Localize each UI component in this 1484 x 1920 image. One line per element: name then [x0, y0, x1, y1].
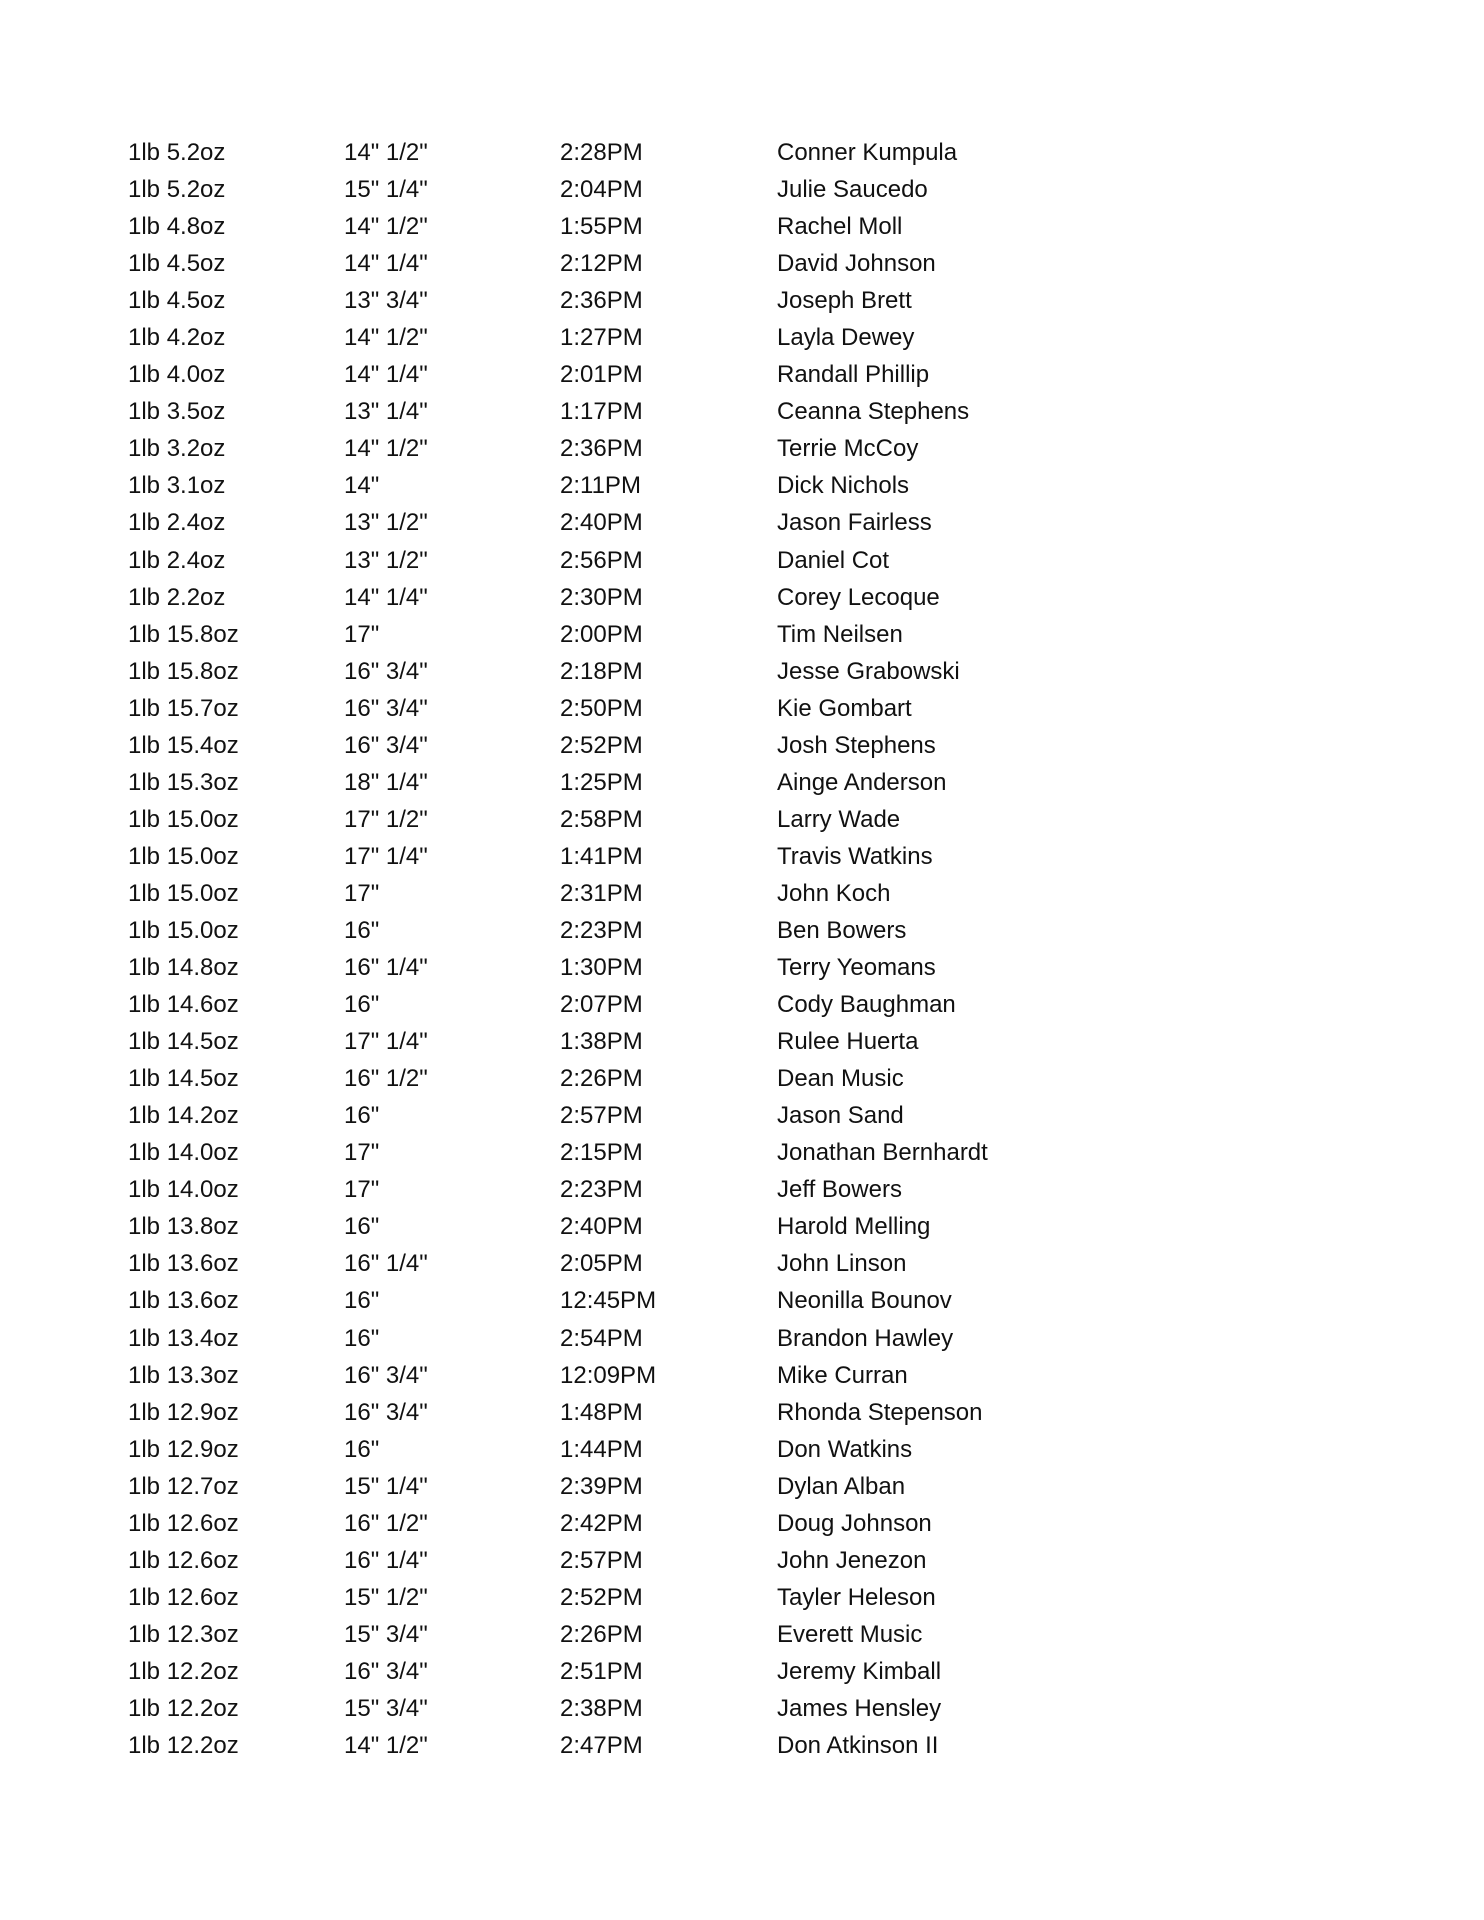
time-cell: 2:05PM	[560, 1250, 643, 1278]
table-row	[128, 1023, 1028, 1060]
time-cell: 1:30PM	[560, 954, 643, 982]
weight-cell: 1lb 12.9oz	[128, 1398, 239, 1426]
time-cell: 1:55PM	[560, 213, 643, 241]
table-row	[128, 1431, 1028, 1468]
weight-cell: 1lb 12.2oz	[128, 1694, 239, 1722]
length-cell: 16" 3/4"	[344, 1398, 428, 1426]
weight-cell: 1lb 12.3oz	[128, 1620, 239, 1648]
name-cell: Tayler Heleson	[777, 1583, 936, 1611]
name-cell: Brandon Hawley	[777, 1324, 954, 1352]
length-cell: 17"	[344, 1139, 380, 1167]
name-cell: Everett Music	[777, 1620, 923, 1648]
length-cell: 17" 1/2"	[344, 805, 428, 833]
time-cell: 2:01PM	[560, 361, 643, 389]
name-cell: Dylan Alban	[777, 1472, 906, 1500]
length-cell: 17" 1/4"	[344, 842, 428, 870]
weight-cell: 1lb 15.4oz	[128, 731, 239, 759]
weight-cell: 1lb 12.9oz	[128, 1435, 239, 1463]
time-cell: 2:38PM	[560, 1694, 643, 1722]
name-cell: David Johnson	[777, 250, 936, 278]
table-row	[128, 1727, 1028, 1764]
weight-cell: 1lb 15.0oz	[128, 842, 239, 870]
length-cell: 15" 1/4"	[344, 176, 428, 204]
time-cell: 2:36PM	[560, 435, 643, 463]
table-row	[128, 542, 1028, 579]
length-cell: 18" 1/4"	[344, 768, 428, 796]
weight-cell: 1lb 4.0oz	[128, 361, 226, 389]
name-cell: Don Watkins	[777, 1435, 913, 1463]
time-cell: 2:40PM	[560, 509, 643, 537]
name-cell: Don Atkinson II	[777, 1732, 939, 1760]
table-row	[128, 1282, 1028, 1319]
name-cell: Rulee Huerta	[777, 1028, 919, 1056]
time-cell: 2:39PM	[560, 1472, 643, 1500]
weight-cell: 1lb 12.6oz	[128, 1509, 239, 1537]
time-cell: 2:23PM	[560, 916, 643, 944]
length-cell: 13" 1/4"	[344, 398, 428, 426]
length-cell: 16" 3/4"	[344, 657, 428, 685]
table-row	[128, 245, 1028, 282]
time-cell: 2:26PM	[560, 1065, 643, 1093]
weight-cell: 1lb 15.8oz	[128, 620, 239, 648]
weight-cell: 1lb 14.2oz	[128, 1102, 239, 1130]
time-cell: 12:45PM	[560, 1287, 657, 1315]
table-row	[128, 1394, 1028, 1431]
length-cell: 15" 1/2"	[344, 1583, 428, 1611]
table-row	[128, 1468, 1028, 1505]
table-row	[128, 912, 1028, 949]
time-cell: 2:56PM	[560, 546, 643, 574]
name-cell: Rhonda Stepenson	[777, 1398, 983, 1426]
time-cell: 2:51PM	[560, 1657, 643, 1685]
length-cell: 16"	[344, 1435, 380, 1463]
weight-cell: 1lb 13.3oz	[128, 1361, 239, 1389]
name-cell: Jeff Bowers	[777, 1176, 902, 1204]
table-row	[128, 1208, 1028, 1245]
name-cell: John Linson	[777, 1250, 907, 1278]
name-cell: Travis Watkins	[777, 842, 933, 870]
name-cell: Ben Bowers	[777, 916, 907, 944]
table-row	[128, 690, 1028, 727]
table-row	[128, 134, 1028, 171]
length-cell: 13" 3/4"	[344, 287, 428, 315]
time-cell: 2:04PM	[560, 176, 643, 204]
table-row	[128, 727, 1028, 764]
length-cell: 16" 3/4"	[344, 694, 428, 722]
table-row	[128, 1690, 1028, 1727]
time-cell: 2:30PM	[560, 583, 643, 611]
name-cell: Layla Dewey	[777, 324, 915, 352]
length-cell: 14" 1/4"	[344, 361, 428, 389]
time-cell: 2:54PM	[560, 1324, 643, 1352]
length-cell: 15" 1/4"	[344, 1472, 428, 1500]
name-cell: Terry Yeomans	[777, 954, 936, 982]
table-row	[128, 801, 1028, 838]
length-cell: 16"	[344, 1324, 380, 1352]
name-cell: Jonathan Bernhardt	[777, 1139, 988, 1167]
name-cell: John Jenezon	[777, 1546, 927, 1574]
table-row	[128, 875, 1028, 912]
time-cell: 2:57PM	[560, 1102, 643, 1130]
table-row	[128, 1579, 1028, 1616]
name-cell: Randall Phillip	[777, 361, 930, 389]
time-cell: 1:44PM	[560, 1435, 643, 1463]
name-cell: Josh Stephens	[777, 731, 936, 759]
time-cell: 2:47PM	[560, 1732, 643, 1760]
length-cell: 14" 1/4"	[344, 250, 428, 278]
length-cell: 16" 3/4"	[344, 1361, 428, 1389]
weight-cell: 1lb 15.0oz	[128, 805, 239, 833]
name-cell: Terrie McCoy	[777, 435, 919, 463]
name-cell: Larry Wade	[777, 805, 901, 833]
name-cell: Mike Curran	[777, 1361, 908, 1389]
weight-cell: 1lb 13.8oz	[128, 1213, 239, 1241]
length-cell: 14"	[344, 472, 380, 500]
time-cell: 2:18PM	[560, 657, 643, 685]
length-cell: 14" 1/4"	[344, 583, 428, 611]
weight-cell: 1lb 2.4oz	[128, 509, 226, 537]
time-cell: 1:25PM	[560, 768, 643, 796]
table-row	[128, 838, 1028, 875]
length-cell: 17"	[344, 1176, 380, 1204]
time-cell: 2:11PM	[560, 472, 641, 500]
weight-cell: 1lb 4.8oz	[128, 213, 226, 241]
table-row	[128, 1134, 1028, 1171]
time-cell: 12:09PM	[560, 1361, 657, 1389]
length-cell: 15" 3/4"	[344, 1694, 428, 1722]
table-row	[128, 1060, 1028, 1097]
time-cell: 1:17PM	[560, 398, 643, 426]
length-cell: 16"	[344, 991, 380, 1019]
length-cell: 16" 1/4"	[344, 1546, 428, 1574]
name-cell: Kie Gombart	[777, 694, 912, 722]
length-cell: 17" 1/4"	[344, 1028, 428, 1056]
weight-cell: 1lb 14.0oz	[128, 1139, 239, 1167]
weight-cell: 1lb 15.0oz	[128, 916, 239, 944]
weight-cell: 1lb 5.2oz	[128, 176, 226, 204]
name-cell: Harold Melling	[777, 1213, 931, 1241]
weight-cell: 1lb 5.2oz	[128, 139, 226, 166]
length-cell: 16" 1/4"	[344, 1250, 428, 1278]
table-row	[128, 1097, 1028, 1134]
length-cell: 17"	[344, 620, 380, 648]
time-cell: 2:42PM	[560, 1509, 643, 1537]
length-cell: 14" 1/2"	[344, 139, 428, 166]
table-row	[128, 1320, 1028, 1357]
weight-cell: 1lb 14.0oz	[128, 1176, 239, 1204]
length-cell: 14" 1/2"	[344, 324, 428, 352]
length-cell: 13" 1/2"	[344, 509, 428, 537]
time-cell: 1:27PM	[560, 324, 643, 352]
length-cell: 16"	[344, 1102, 380, 1130]
name-cell: Rachel Moll	[777, 213, 903, 241]
table-row	[128, 579, 1028, 616]
table-row	[128, 319, 1028, 356]
time-cell: 2:36PM	[560, 287, 643, 315]
weight-cell: 1lb 14.8oz	[128, 954, 239, 982]
table-row	[128, 1245, 1028, 1282]
weight-cell: 1lb 2.2oz	[128, 583, 226, 611]
length-cell: 16" 1/2"	[344, 1509, 428, 1537]
table-row	[128, 616, 1028, 653]
length-cell: 14" 1/2"	[344, 435, 428, 463]
name-cell: Conner Kumpula	[777, 139, 958, 166]
name-cell: Tim Neilsen	[777, 620, 903, 648]
time-cell: 2:40PM	[560, 1213, 643, 1241]
weight-cell: 1lb 12.7oz	[128, 1472, 239, 1500]
time-cell: 2:50PM	[560, 694, 643, 722]
weight-cell: 1lb 3.5oz	[128, 398, 226, 426]
time-cell: 2:31PM	[560, 879, 643, 907]
time-cell: 1:38PM	[560, 1028, 643, 1056]
length-cell: 17"	[344, 879, 380, 907]
length-cell: 16"	[344, 916, 380, 944]
table-row	[128, 1542, 1028, 1579]
name-cell: Jason Sand	[777, 1102, 904, 1130]
time-cell: 2:57PM	[560, 1546, 643, 1574]
time-cell: 2:23PM	[560, 1176, 643, 1204]
time-cell: 1:41PM	[560, 842, 643, 870]
table-row	[128, 1505, 1028, 1542]
weight-cell: 1lb 12.2oz	[128, 1657, 239, 1685]
length-cell: 13" 1/2"	[344, 546, 428, 574]
length-cell: 16" 3/4"	[344, 1657, 428, 1685]
name-cell: Corey Lecoque	[777, 583, 940, 611]
length-cell: 15" 3/4"	[344, 1620, 428, 1648]
time-cell: 2:58PM	[560, 805, 643, 833]
table-row	[128, 356, 1028, 393]
weight-cell: 1lb 15.7oz	[128, 694, 239, 722]
table-row	[128, 393, 1028, 430]
table-row	[128, 171, 1028, 208]
weight-cell: 1lb 4.2oz	[128, 324, 226, 352]
name-cell: Jesse Grabowski	[777, 657, 960, 685]
name-cell: John Koch	[777, 879, 891, 907]
table-row	[128, 430, 1028, 467]
name-cell: Jeremy Kimball	[777, 1657, 942, 1685]
weight-cell: 1lb 3.2oz	[128, 435, 226, 463]
table-row	[128, 504, 1028, 541]
name-cell: Julie Saucedo	[777, 176, 928, 204]
name-cell: Ceanna Stephens	[777, 398, 970, 426]
time-cell: 1:48PM	[560, 1398, 643, 1426]
time-cell: 2:26PM	[560, 1620, 643, 1648]
length-cell: 14" 1/2"	[344, 213, 428, 241]
weight-cell: 1lb 13.4oz	[128, 1324, 239, 1352]
weight-cell: 1lb 15.0oz	[128, 879, 239, 907]
table-row	[128, 1171, 1028, 1208]
time-cell: 2:28PM	[560, 139, 643, 166]
results-table	[128, 134, 1028, 1764]
table-row	[128, 467, 1028, 504]
weight-cell: 1lb 3.1oz	[128, 472, 226, 500]
name-cell: Neonilla Bounov	[777, 1287, 952, 1315]
table-row	[128, 282, 1028, 319]
name-cell: Cody Baughman	[777, 991, 956, 1019]
name-cell: Doug Johnson	[777, 1509, 932, 1537]
table-row	[128, 653, 1028, 690]
name-cell: Jason Fairless	[777, 509, 932, 537]
table-row	[128, 1653, 1028, 1690]
table-row	[128, 208, 1028, 245]
weight-cell: 1lb 13.6oz	[128, 1287, 239, 1315]
name-cell: Ainge Anderson	[777, 768, 947, 796]
weight-cell: 1lb 4.5oz	[128, 287, 226, 315]
name-cell: Dick Nichols	[777, 472, 910, 500]
weight-cell: 1lb 12.6oz	[128, 1583, 239, 1611]
time-cell: 2:52PM	[560, 1583, 643, 1611]
table-row	[128, 949, 1028, 986]
length-cell: 16" 1/4"	[344, 954, 428, 982]
weight-cell: 1lb 12.2oz	[128, 1732, 239, 1760]
table-row	[128, 1357, 1028, 1394]
table-row	[128, 764, 1028, 801]
length-cell: 16"	[344, 1287, 380, 1315]
time-cell: 2:12PM	[560, 250, 643, 278]
name-cell: James Hensley	[777, 1694, 942, 1722]
length-cell: 14" 1/2"	[344, 1732, 428, 1760]
length-cell: 16" 1/2"	[344, 1065, 428, 1093]
time-cell: 2:00PM	[560, 620, 643, 648]
weight-cell: 1lb 4.5oz	[128, 250, 226, 278]
length-cell: 16"	[344, 1213, 380, 1241]
weight-cell: 1lb 12.6oz	[128, 1546, 239, 1574]
weight-cell: 1lb 2.4oz	[128, 546, 226, 574]
weight-cell: 1lb 14.5oz	[128, 1028, 239, 1056]
weight-cell: 1lb 15.8oz	[128, 657, 239, 685]
time-cell: 2:15PM	[560, 1139, 643, 1167]
table-row	[128, 986, 1028, 1023]
name-cell: Dean Music	[777, 1065, 904, 1093]
weight-cell: 1lb 13.6oz	[128, 1250, 239, 1278]
weight-cell: 1lb 15.3oz	[128, 768, 239, 796]
weight-cell: 1lb 14.5oz	[128, 1065, 239, 1093]
time-cell: 2:52PM	[560, 731, 643, 759]
name-cell: Daniel Cot	[777, 546, 890, 574]
name-cell: Joseph Brett	[777, 287, 912, 315]
time-cell: 2:07PM	[560, 991, 643, 1019]
weight-cell: 1lb 14.6oz	[128, 991, 239, 1019]
length-cell: 16" 3/4"	[344, 731, 428, 759]
table-row	[128, 1616, 1028, 1653]
